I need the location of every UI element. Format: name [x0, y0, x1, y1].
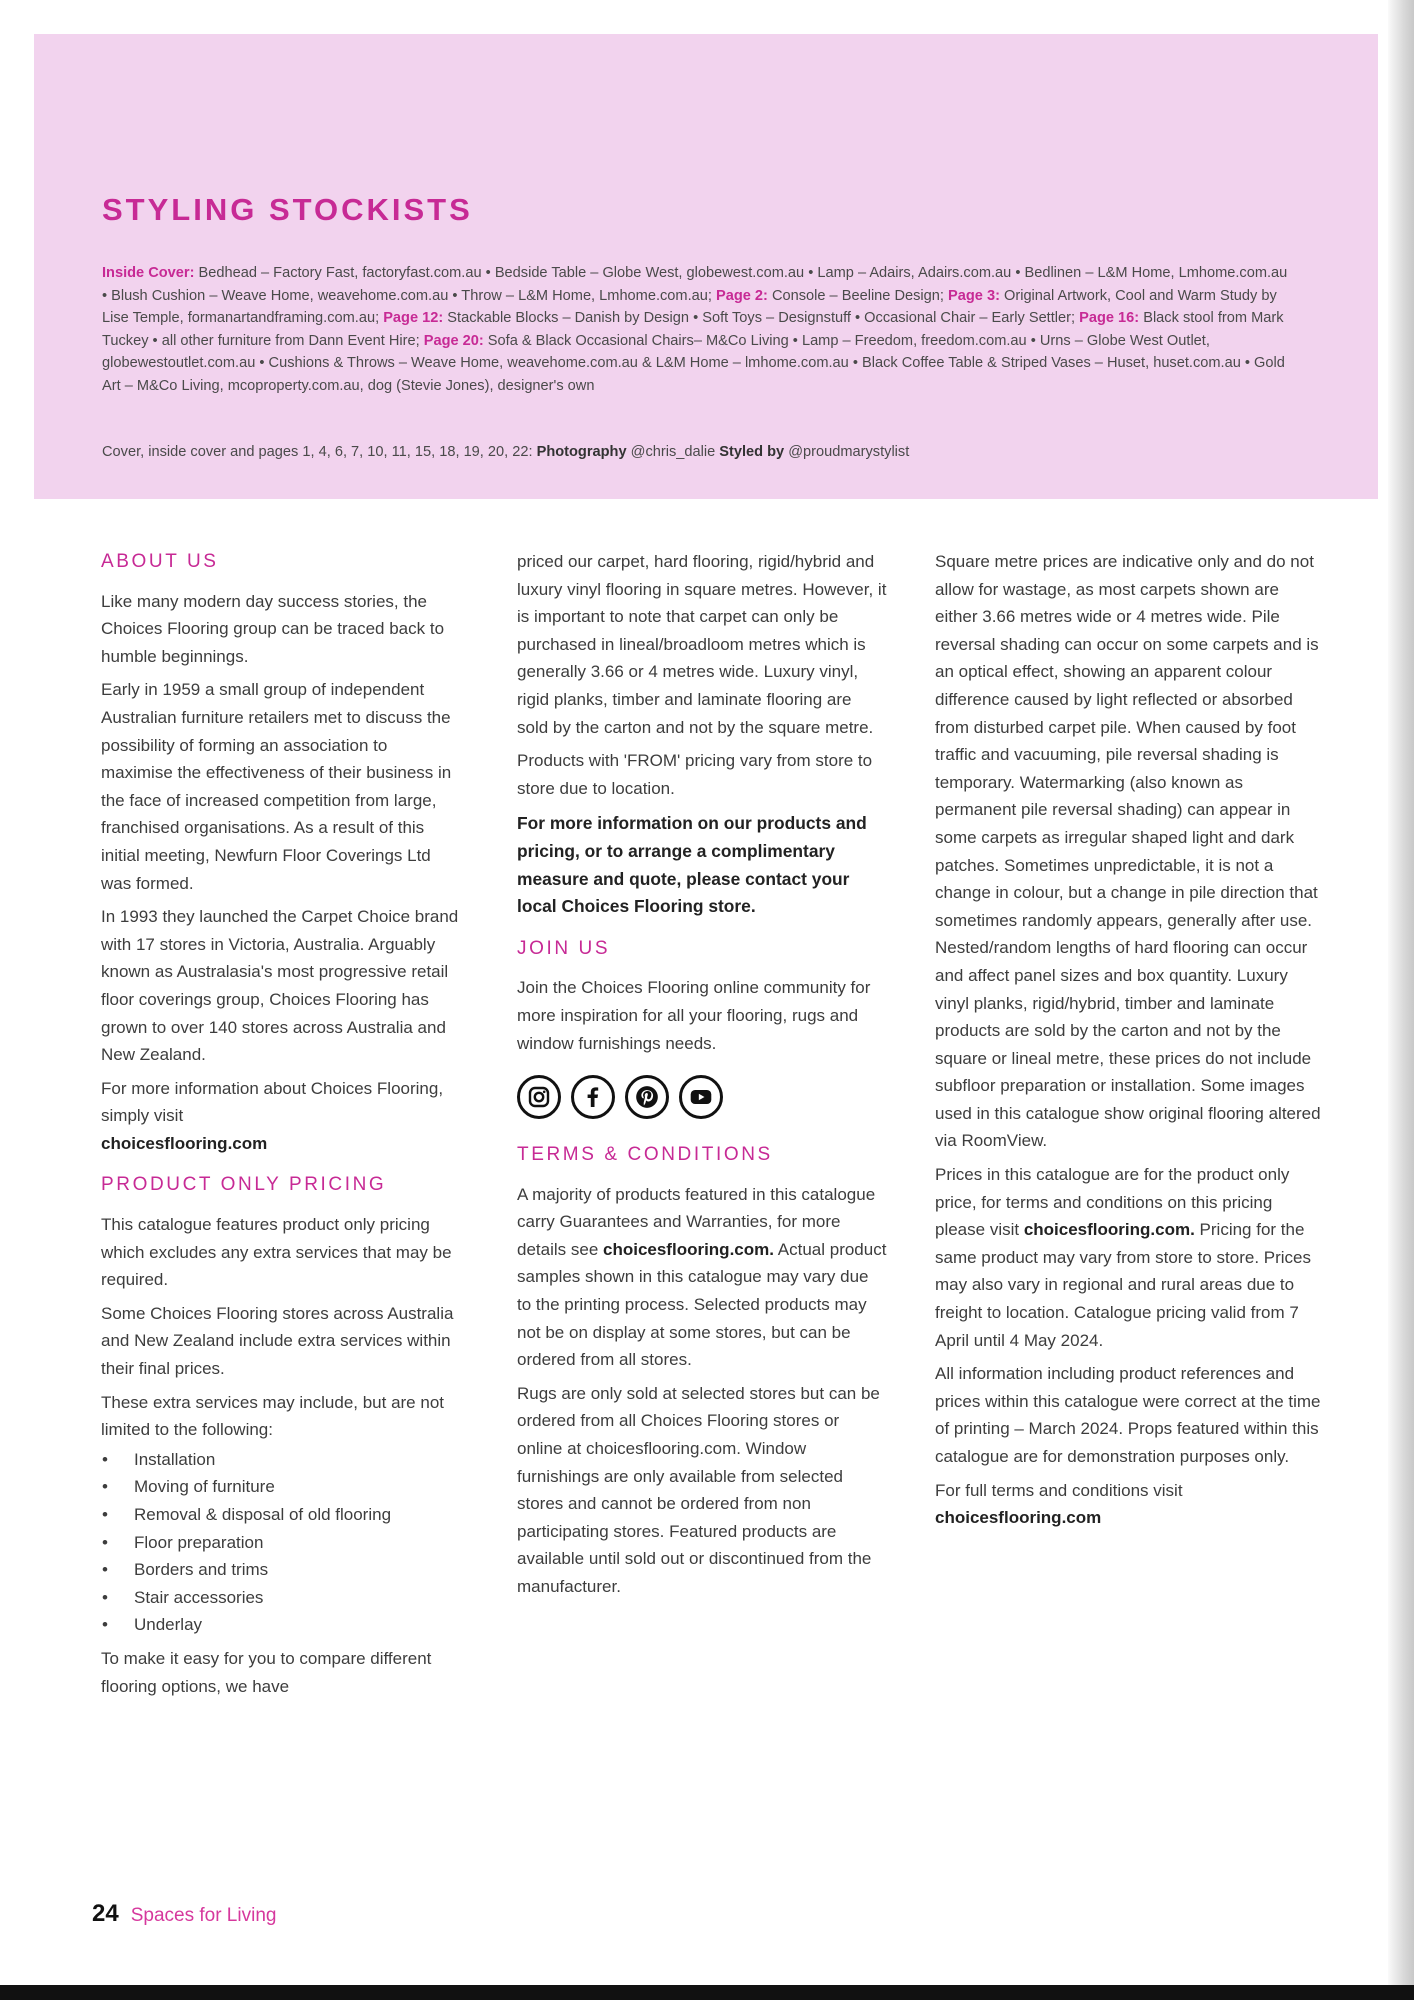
stockist-label: Page 20: [423, 332, 484, 349]
website-link[interactable]: choicesflooring.com. [603, 1239, 774, 1259]
pricing-paragraph: Some Choices Flooring stores across Australia and New Zealand include extra services within their final prices. [101, 1303, 454, 1379]
styled-by-value: @proudmarystylist [784, 444, 910, 460]
about-more-info: For more information about Choices Flooring, simply visit [101, 1078, 444, 1126]
pricing-contact-note: For more information on our products and pricing, or to arrange a complimentary measure and quote, please contact your local Choices Flooring store. [517, 813, 867, 917]
instagram-icon[interactable] [517, 1075, 561, 1119]
terms-paragraph: Square metre prices are indicative only and do not allow for wastage, as most carpets shown are either 3.66 metres wide or 4 metres wide. Pile reversal shading can occur on some carpets and is an optical effect, showing an apparent colour difference caused by light reflected or absorbed from disturbed carpet pile. When caused by foot traffic and vacuuming, pile reversal shading is temporary. Watermarking (also known as permanent pile reversal shading) can appear in some carpets as irregular shaped light and dark patches. Sometimes unpredictable, it is not a change in colour, but a change in pile direction that sometimes randomly appears, generally after use. Nested/random lengths of hard flooring can occur and affect panel sizes and box quantity. Luxury vinyl planks, rigid/hybrid, timber and laminate products are sold by the carton and not by the square or lineal metre, these prices do not include subfloor preparation or installation. Some images used in this catalogue show original flooring altered via RoomView. [935, 552, 1321, 1151]
list-item: • Stair accessories [101, 1584, 461, 1612]
column-right [935, 548, 1325, 1538]
facebook-icon[interactable] [571, 1075, 615, 1119]
terms-paragraph: Rugs are only sold at selected stores but can be ordered from all Choices Flooring stores or online at choicesflooring.com. Window furnishings are only available from selected stores and cannot be ordered from non participating stores. Featured products are available until sold out or discontinued from the manufacturer. [517, 1383, 880, 1596]
list-item: • Removal & disposal of old flooring [101, 1501, 461, 1529]
list-item: • Installation [101, 1446, 461, 1474]
terms-text: For full terms and conditions visit [935, 1480, 1183, 1500]
youtube-icon[interactable] [679, 1075, 723, 1119]
pricing-paragraph: priced our carpet, hard flooring, rigid/hybrid and luxury vinyl flooring in square metres. However, it is important to note that carpet can only be purchased in lineal/broadloom metres which is generally 3.66 or 4 metres wide. Luxury vinyl, rigid planks, timber and laminate flooring are sold by the carton and not by the square metre. [517, 552, 887, 737]
stockist-label: Inside Cover: [102, 265, 195, 281]
pricing-paragraph: These extra services may include, but are not limited to the following: [101, 1392, 444, 1440]
pricing-paragraph: Products with 'FROM' pricing vary from store to store due to location. [517, 751, 873, 798]
terms-paragraph [517, 1181, 887, 1374]
column-left [101, 548, 461, 1706]
terms-text: A majority of products featured in this catalogue carry Guarantees and Warranties, for more details see [517, 1184, 876, 1259]
page-edge-shadow [1388, 0, 1414, 2000]
terms-heading: TERMS & CONDITIONS [517, 1144, 773, 1166]
join-paragraph: Join the Choices Flooring online community for more inspiration for all your flooring, rugs and window furnishings needs. [517, 978, 871, 1053]
extra-services-list [101, 1446, 461, 1639]
terms-text: Pricing for the same product may vary from store to store. Prices may also vary in regional and rural areas due to freight to location. Catalogue pricing valid from 7 April until 4 May 2024. [935, 1220, 1312, 1350]
credits-prefix: Cover, inside cover and pages 1, 4, 6, 7, 10, 11, 15, 18, 19, 20, 22: [102, 444, 537, 460]
page-number: 24 [92, 1900, 119, 1927]
website-link[interactable]: choicesflooring.com. [1023, 1220, 1195, 1240]
stockist-label: Page 2: [715, 287, 768, 304]
column-middle [517, 548, 887, 1607]
photography-label: Photography [536, 444, 627, 460]
about-paragraph: In 1993 they launched the Carpet Choice brand with 17 stores in Victoria, Australia. Arguably known as Australasia's most progressive retail floor coverings group, Choices Flooring has grown to over 140 stores across Australia and New Zealand. [101, 907, 459, 1065]
list-item: • Moving of furniture [101, 1473, 461, 1501]
styling-stockists-title: STYLING STOCKISTS [102, 192, 473, 227]
pricing-paragraph: To make it easy for you to compare different flooring options, we have [101, 1648, 432, 1696]
stockist-text: Bedhead – Factory Fast, factoryfast.com.au • Bedside Table – Globe West, globewest.com.au • Lamp – Adairs, Adairs.com.au • Bedlinen – L&M Home, Lmhome.com.au • Blush Cushion – Weave Home, weavehome.com.au • Throw – L&M Home, Lmhome.com.au; [102, 265, 1288, 304]
pricing-heading: PRODUCT ONLY PRICING [101, 1174, 387, 1196]
list-item: • Floor preparation [101, 1529, 461, 1557]
photography-value: @chris_dalie [626, 444, 720, 460]
list-item: • Borders and trims [101, 1556, 461, 1584]
terms-text: Actual product samples shown in this catalogue may vary due to the printing process. Selected products may not be on display at some stores, but can be ordered from all stores. [517, 1239, 887, 1370]
social-icons [517, 1075, 887, 1119]
about-paragraph: Like many modern day success stories, the Choices Flooring group can be traced back to humble beginnings. [101, 591, 445, 666]
stockist-text: Black stool from Mark Tuckey • all other furniture from Dann Event Hire; [102, 310, 1284, 349]
pricing-paragraph: This catalogue features product only pricing which excludes any extra services that may be required. [101, 1215, 452, 1290]
stockist-label: Page 12: [383, 310, 444, 326]
photo-credits [102, 444, 1292, 460]
pinterest-icon[interactable] [625, 1075, 669, 1119]
stockist-text: Sofa & Black Occasional Chairs– M&Co Living • Lamp – Freedom, freedom.com.au • Urns – Globe West Outlet, globewestoutlet.com.au • Cushions & Throws – Weave Home, weavehome.com.au & L&M Home – lmhome.com.au • Black Coffee Table & Striped Vases – Huset, huset.com.au • Gold Art – M&Co Living, mcoproperty.com.au, dog (Stevie Jones), designer's own [102, 332, 1285, 394]
terms-paragraph [935, 1477, 1325, 1532]
styled-by-label: Styled by [719, 444, 785, 460]
website-link[interactable]: choicesflooring.com [935, 1508, 1102, 1528]
stockist-text: Stackable Blocks – Danish by Design • Soft Toys – Designstuff • Occasional Chair – Early Settler; [443, 310, 1080, 326]
bottom-border [0, 1985, 1414, 2000]
terms-text: Prices in this catalogue are for the product only price, for terms and conditions on this pricing please visit [935, 1165, 1290, 1240]
about-heading: ABOUT US [101, 551, 219, 572]
stockist-text: Original Artwork, Cool and Warm Study by Lise Temple, formanartandframing.com.au; [102, 287, 1277, 326]
join-heading: JOIN US [517, 937, 611, 959]
stockist-label: Page 16: [1079, 310, 1140, 326]
about-paragraph: Early in 1959 a small group of independent Australian furniture retailers met to discuss the possibility of forming an association to maximise the effectiveness of their business in the face of increased competition from large, franchised organisations. As a result of this initial meeting, Newfurn Floor Coverings Ltd was formed. [101, 680, 452, 893]
stockist-label: Page 3: [948, 287, 1000, 304]
terms-paragraph: All information including product references and prices within this catalogue were correct at the time of printing – March 2024. Props featured within this catalogue are for demonstration purposes only. [935, 1364, 1321, 1466]
list-item: • Underlay [101, 1611, 461, 1639]
about-paragraph [101, 1075, 461, 1158]
publication-name: Spaces for Living [130, 1905, 277, 1926]
website-link[interactable]: choicesflooring.com [101, 1133, 268, 1153]
stockist-text: Console – Beeline Design; [767, 287, 949, 304]
terms-paragraph [935, 1161, 1325, 1354]
stockists-list [102, 262, 1292, 397]
page-footer [92, 1900, 276, 1928]
